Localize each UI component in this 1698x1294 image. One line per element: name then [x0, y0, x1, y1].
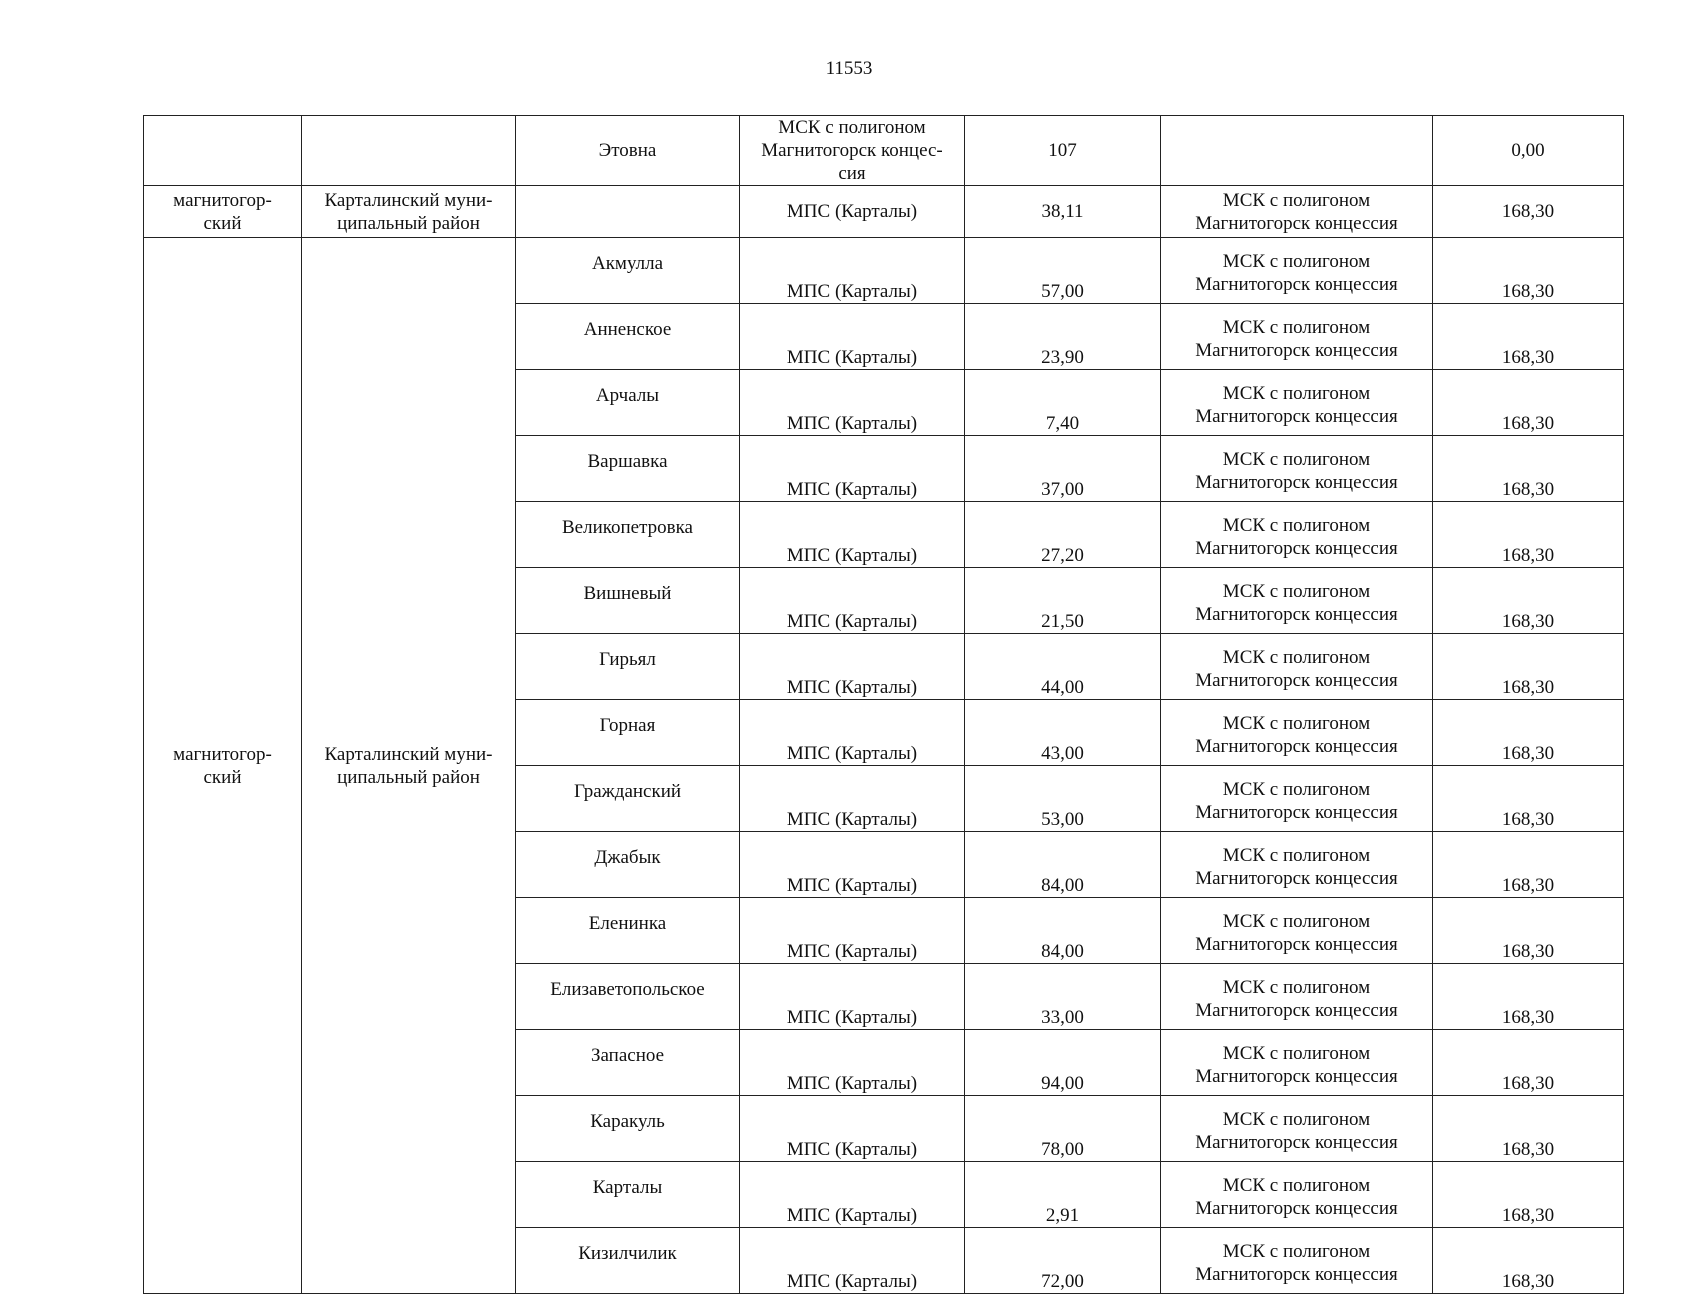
destination-line: Магнитогорск концессия: [1195, 471, 1398, 493]
settlement-cell: Варшавка: [516, 436, 740, 502]
destination-cell: [1161, 1096, 1433, 1162]
destination-line: Магнитогорск концессия: [1195, 537, 1398, 559]
settlement-cell: Кизилчилик: [516, 1228, 740, 1294]
destination-line: Магнитогорск концессия: [1195, 669, 1398, 691]
page-number: 11553: [825, 58, 873, 79]
destination-line: МСК с полигоном: [1222, 316, 1371, 338]
destination-cell: [1161, 370, 1433, 436]
zone-line: ский: [203, 766, 242, 788]
distance-cell: 78,00: [965, 1096, 1161, 1162]
source-cell: МПС (Карталы): [740, 1096, 965, 1162]
source-line: МСК с полигоном: [778, 117, 926, 138]
table-row: [144, 186, 1624, 238]
settlement-cell: Анненское: [516, 304, 740, 370]
source-line: Магнитогорск концес-: [761, 140, 943, 161]
tariff-cell: 168,30: [1433, 700, 1624, 766]
data-table: [143, 115, 1624, 1294]
zone-cell: [144, 238, 302, 1294]
tariff-cell: 168,30: [1433, 186, 1624, 238]
tariff-cell: 168,30: [1433, 1096, 1624, 1162]
district-line: Карталинский муни-: [324, 743, 493, 765]
destination-line: Магнитогорск концессия: [1195, 1065, 1398, 1087]
distance-cell: 23,90: [965, 304, 1161, 370]
destination-line: МСК с полигоном: [1222, 1108, 1371, 1130]
destination-line: МСК с полигоном: [1222, 580, 1371, 602]
tariff-cell: 168,30: [1433, 1162, 1624, 1228]
destination-cell: [1161, 238, 1433, 304]
district-line: Карталинский муни-: [324, 189, 493, 211]
tariff-cell: 168,30: [1433, 832, 1624, 898]
destination-line: Магнитогорск концессия: [1195, 801, 1398, 823]
destination-line: МСК с полигоном: [1222, 910, 1371, 932]
source-cell: МПС (Карталы): [740, 370, 965, 436]
destination-line: МСК с полигоном: [1222, 1240, 1371, 1262]
source-cell: МПС (Карталы): [740, 1162, 965, 1228]
distance-cell: 44,00: [965, 634, 1161, 700]
settlement-cell: Вишневый: [516, 568, 740, 634]
zone-line: ский: [203, 212, 242, 234]
tariff-cell: 168,30: [1433, 898, 1624, 964]
tariff-cell: 168,30: [1433, 238, 1624, 304]
destination-line: Магнитогорск концессия: [1195, 1131, 1398, 1153]
destination-cell: [1161, 1228, 1433, 1294]
destination-line: Магнитогорск концессия: [1195, 999, 1398, 1021]
distance-cell: 2,91: [965, 1162, 1161, 1228]
zone-cell: [144, 116, 302, 186]
tariff-cell: 168,30: [1433, 1228, 1624, 1294]
settlement-cell: Акмулла: [516, 238, 740, 304]
distance-cell: 84,00: [965, 832, 1161, 898]
tariff-cell: 168,30: [1433, 1030, 1624, 1096]
destination-cell: [1161, 634, 1433, 700]
distance-cell: 21,50: [965, 568, 1161, 634]
settlement-cell: Карталы: [516, 1162, 740, 1228]
source-cell: МПС (Карталы): [740, 502, 965, 568]
destination-cell: [1161, 898, 1433, 964]
zone-line: магнитогор-: [173, 743, 272, 765]
tariff-cell: 168,30: [1433, 436, 1624, 502]
source-cell: МПС (Карталы): [740, 634, 965, 700]
table-row: [144, 116, 1624, 186]
distance-cell: 27,20: [965, 502, 1161, 568]
settlement-cell: Гражданский: [516, 766, 740, 832]
tariff-cell: 168,30: [1433, 370, 1624, 436]
settlement-cell: Арчалы: [516, 370, 740, 436]
destination-line: Магнитогорск концессия: [1195, 339, 1398, 361]
destination-line: Магнитогорск концессия: [1195, 867, 1398, 889]
tariff-cell: 168,30: [1433, 568, 1624, 634]
settlement-cell: Запасное: [516, 1030, 740, 1096]
zone-line: магнитогор-: [173, 189, 272, 211]
destination-cell: [1161, 116, 1433, 186]
destination-line: Магнитогорск концессия: [1195, 735, 1398, 757]
table-body: [144, 116, 1624, 1294]
source-cell: МПС (Карталы): [740, 964, 965, 1030]
district-cell: [302, 116, 516, 186]
district-cell: [302, 186, 516, 238]
tariff-cell: 168,30: [1433, 634, 1624, 700]
distance-cell: 38,11: [965, 186, 1161, 238]
distance-cell: 84,00: [965, 898, 1161, 964]
source-cell: МПС (Карталы): [740, 436, 965, 502]
district-cell: [302, 238, 516, 1294]
settlement-cell: [516, 186, 740, 238]
destination-cell: [1161, 186, 1433, 238]
settlement-cell: Каракуль: [516, 1096, 740, 1162]
settlement-cell: Этовна: [516, 116, 740, 186]
source-cell: МПС (Карталы): [740, 832, 965, 898]
tariff-cell: 168,30: [1433, 304, 1624, 370]
destination-line: МСК с полигоном: [1222, 448, 1371, 470]
destination-cell: [1161, 1030, 1433, 1096]
source-cell: МПС (Карталы): [740, 568, 965, 634]
settlement-cell: Гирьял: [516, 634, 740, 700]
destination-line: МСК с полигоном: [1222, 1042, 1371, 1064]
zone-cell: [144, 186, 302, 238]
source-cell: МПС (Карталы): [740, 700, 965, 766]
source-cell: МПС (Карталы): [740, 304, 965, 370]
destination-line: МСК с полигоном: [1222, 1174, 1371, 1196]
destination-line: МСК с полигоном: [1222, 514, 1371, 536]
distance-cell: 57,00: [965, 238, 1161, 304]
distance-cell: 107: [965, 116, 1161, 186]
destination-line: МСК с полигоном: [1222, 189, 1371, 211]
destination-cell: [1161, 436, 1433, 502]
destination-cell: [1161, 964, 1433, 1030]
district-line: ципальный район: [337, 766, 480, 788]
distance-cell: 7,40: [965, 370, 1161, 436]
tariff-cell: 168,30: [1433, 502, 1624, 568]
source-cell: МПС (Карталы): [740, 238, 965, 304]
distance-cell: 43,00: [965, 700, 1161, 766]
source-cell: [740, 116, 965, 186]
destination-line: Магнитогорск концессия: [1195, 1197, 1398, 1219]
destination-line: Магнитогорск концессия: [1195, 405, 1398, 427]
table-row: [144, 238, 1624, 304]
source-line: сия: [838, 163, 866, 184]
distance-cell: 53,00: [965, 766, 1161, 832]
tariff-cell: 168,30: [1433, 766, 1624, 832]
source-cell: МПС (Карталы): [740, 898, 965, 964]
settlement-cell: Еленинка: [516, 898, 740, 964]
destination-cell: [1161, 766, 1433, 832]
destination-line: МСК с полигоном: [1222, 976, 1371, 998]
destination-line: Магнитогорск концессия: [1195, 273, 1398, 295]
destination-line: МСК с полигоном: [1222, 250, 1371, 272]
destination-line: МСК с полигоном: [1222, 712, 1371, 734]
distance-cell: 72,00: [965, 1228, 1161, 1294]
distance-cell: 37,00: [965, 436, 1161, 502]
destination-line: МСК с полигоном: [1222, 646, 1371, 668]
destination-cell: [1161, 1162, 1433, 1228]
destination-line: МСК с полигоном: [1222, 844, 1371, 866]
destination-cell: [1161, 502, 1433, 568]
tariff-cell: 0,00: [1433, 116, 1624, 186]
source-cell: МПС (Карталы): [740, 1030, 965, 1096]
settlement-cell: Елизаветопольское: [516, 964, 740, 1030]
source-cell: МПС (Карталы): [740, 1228, 965, 1294]
destination-cell: [1161, 832, 1433, 898]
tariff-cell: 168,30: [1433, 964, 1624, 1030]
district-line: ципальный район: [337, 212, 480, 234]
settlement-cell: Великопетровка: [516, 502, 740, 568]
destination-line: Магнитогорск концессия: [1195, 603, 1398, 625]
destination-line: Магнитогорск концессия: [1195, 933, 1398, 955]
distance-cell: 33,00: [965, 964, 1161, 1030]
settlement-cell: Горная: [516, 700, 740, 766]
distance-cell: 94,00: [965, 1030, 1161, 1096]
destination-line: МСК с полигоном: [1222, 778, 1371, 800]
settlement-cell: Джабык: [516, 832, 740, 898]
source-cell: МПС (Карталы): [740, 766, 965, 832]
destination-line: Магнитогорск концессия: [1195, 1263, 1398, 1285]
source-cell: МПС (Карталы): [740, 186, 965, 238]
destination-cell: [1161, 568, 1433, 634]
destination-cell: [1161, 304, 1433, 370]
destination-line: Магнитогорск концессия: [1195, 212, 1398, 234]
destination-cell: [1161, 700, 1433, 766]
destination-line: МСК с полигоном: [1222, 382, 1371, 404]
